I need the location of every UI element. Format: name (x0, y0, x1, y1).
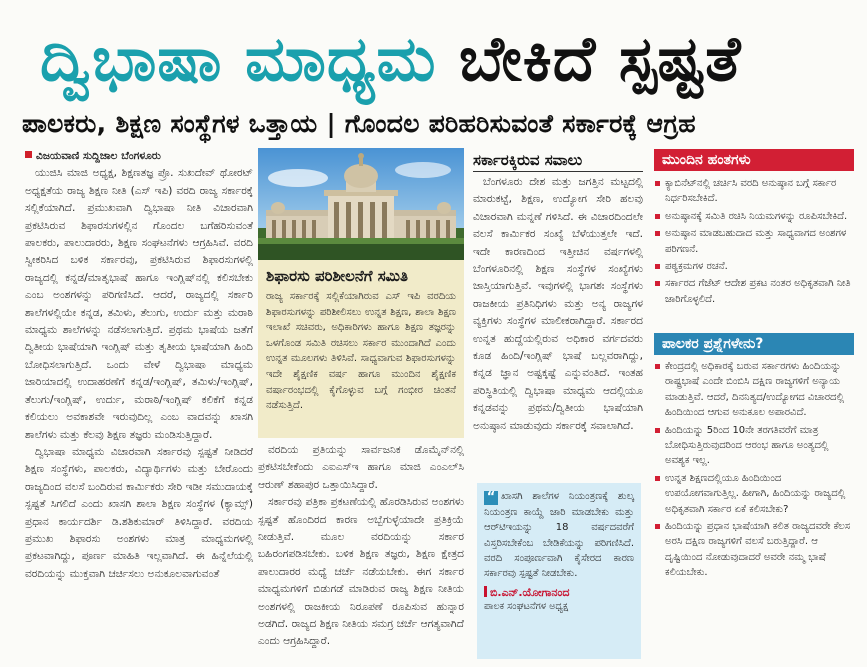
column-1 (25, 148, 253, 658)
author-bar-icon (484, 586, 487, 597)
list-item-text: ಅನುಷ್ಠಾನ ಮಾಡಬಹುದಾದ ಮತ್ತು ಸಾಧ್ಯವಾಗದ ಅಂಶಗಳ ಪರಿಗಣನೆ. (665, 228, 847, 255)
subheadline: ಪಾಲಕರು, ಶಿಕ್ಷಣ ಸಂಸ್ಥೆಗಳ ಒತ್ತಾಯ | ಗೊಂದಲ ಪರಿಹರಿಸುವಂತೆ ಸರ್ಕಾರಕ್ಕೆ ಆಗ್ರಹ (22, 109, 696, 138)
bullet-icon (655, 181, 660, 186)
byline (25, 148, 253, 165)
quote-text: ಖಾಸಗಿ ಶಾಲೆಗಳ ನಿಯಂತ್ರಣಕ್ಕೆ ಶುಲ್ಕ ನಿಯಂತ್ರಣ ಕಾಯ್ದೆ ಜಾರಿ ಮಾಡಬೇಕು ಮತ್ತು ಆರ್‌ಟಿಇಯನ್ನು 18 ವರ್ಷದವರೆಗೆ ವಿಸ್ತರಿಸಬೇಕೆಂಬ ಬೇಡಿಕೆಯನ್ನು ಪರಿಗಣಿಸಿದೆ. ವರದಿ ಸಂಪೂರ್ಣವಾಗಿ ಕೈಸೇರದ ಕಾರಣ ಸರ್ಕಾರವು ಸ್ಪಷ್ಟತೆ ನೀಡಬೇಕು. (484, 491, 634, 580)
list-item-text: ಹಿಂದಿಯನ್ನು 5ರಿಂದ 10ನೇ ತರಗತಿವರೆಗೆ ಮಾತ್ರ ಬೋಧಿಸುತ್ತಿರುವುದರಿಂದ ಆರಂಭ ಹಾಗೂ ಅಂತ್ಯದಲ್ಲಿ ಅವಶ್ಯಕ ಇಲ್ಲ. (665, 424, 829, 467)
list-item-text: ಕೇಂದ್ರದಲ್ಲಿ ಅಧಿಕಾರಕ್ಕೆ ಬರುವ ಸರ್ಕಾರಗಳು ಹಿಂದಿಯನ್ನು ರಾಷ್ಟ್ರಭಾಷೆ ಎಂದೇ ಬಿಂಬಿಸಿ ದಕ್ಷಿಣ ರಾಜ್ಯಗಳಿಗೆ ಅನ್ಯಾಯ ಮಾಡುತ್ತಿವೆ. ಆದರೆ, ದಿನನಿತ್ಯದ/ಉದ್ಯೋಗದ ವಿಚಾರದಲ್ಲಿ ಹಿಂದಿಯಿಂದ ಆಗುವ ಅನುಕೂಲ ಅಪಾರವಿದೆ. (665, 361, 845, 419)
list-item-text: ಅನುಷ್ಠಾನಕ್ಕೆ ಸಮಿತಿ ರಚಿಸಿ ನಿಯಮಗಳನ್ನು ರೂಪಿಸಬೇಕಿದೆ. (665, 210, 848, 222)
bullet-icon (655, 364, 660, 369)
next-steps-heading: ಮುಂದಿನ ಹಂತಗಳು (654, 149, 854, 171)
sarkara-challenge-title: ಸರ್ಕಾರಕ್ಕಿರುವ ಸವಾಲು (473, 150, 643, 172)
parent-questions-heading: ಪಾಲಕರ ಪ್ರಶ್ನೆಗಳೇನು? (654, 333, 854, 355)
next-steps-list (654, 176, 854, 326)
list-item (654, 209, 854, 224)
column-1-paragraph-1: ಯುಜಿಸಿ ಮಾಜಿ ಅಧ್ಯಕ್ಷ, ಶಿಕ್ಷಣತಜ್ಞ ಪ್ರೊ. ಸುಖದೇವ್ ಥೋರಟ್ ಅಧ್ಯಕ್ಷತೆಯ ರಾಜ್ಯ ಶಿಕ್ಷಣ ನೀತಿ (ಎಸ್ ಇಪಿ) ವರದಿ ರಾಜ್ಯ ಸರ್ಕಾರಕ್ಕೆ ಸಲ್ಲಿಕೆಯಾಗಿದೆ. ಪ್ರಮುಖವಾಗಿ ದ್ವಿಭಾಷಾ ನೀತಿ ವಿಚಾರವಾಗಿ ಪ್ರಕಟಿಸಿರುವ ಶಿಫಾರಸುಗಳಲ್ಲಿನ ಗೊಂದಲ ಬಗೆಹರಿಸುವಂತೆ ಪಾಲಕರು, ಪಾಲುದಾರರು, ಶಿಕ್ಷಣ ಸಂಘಟನೆಗಳು ಆಗ್ರಹಿಸಿವೆ. ವರದಿ ಸ್ವೀಕರಿಸಿದ ಬಳಿಕ ಸರ್ಕಾರವು, ಪ್ರಕಟಿಸಿರುವ ಶಿಫಾರಸುಗಳಲ್ಲಿ ರಾಜ್ಯದಲ್ಲಿ ಕನ್ನಡ/ಮಾತೃಭಾಷೆ ಹಾಗೂ ಇಂಗ್ಲಿಷ್‌ನಲ್ಲಿ ಕಲಿಸಬೇಕು ಎಂಬ ಅಂಶಗಳನ್ನು ಪರಿಗಣಿಸಿದೆ. ಆದರೆ, ರಾಜ್ಯದಲ್ಲಿ ಸರ್ಕಾರಿ ಶಾಲೆಗಳಲ್ಲಿಯೇ ಕನ್ನಡ, ತಮಿಳು, ತೆಲುಗು, ಉರ್ದು ಮತ್ತು ಮರಾಠಿ ಮಾಧ್ಯಮ ಶಾಲೆಗಳನ್ನು ನಡೆಸಲಾಗುತ್ತಿದೆ. ಪ್ರಥಮ ಭಾಷೆಯ ಜತೆಗೆ ದ್ವಿತೀಯ ಭಾಷೆಯಾಗಿ ಇಂಗ್ಲಿಷ್ ಮತ್ತು ತೃತೀಯ ಭಾಷೆಯಾಗಿ ಹಿಂದಿ ಬೋಧಿಸಲಾಗುತ್ತಿದೆ. ಒಂದು ವೇಳೆ ದ್ವಿಭಾಷಾ ಮಾಧ್ಯಮ ಜಾರಿಯಾದಲ್ಲಿ ಉದಾಹರಣೆಗೆ ಕನ್ನಡ/ಇಂಗ್ಲಿಷ್, ತಮಿಳು/ಇಂಗ್ಲಿಷ್, ತೆಲುಗು/ಇಂಗ್ಲಿಷ್, ಉರ್ದು, ಮರಾಠಿ/ಇಂಗ್ಲಿಷ್ ಕಲಿಕೆಗೆ ಕನ್ನಡ ಕಲಿಯಲು ಅವಕಾಶವೇ ಇರುವುದಿಲ್ಲ ಎಂಬ ವಾದವನ್ನು ಖಾಸಗಿ ಶಾಲೆಗಳು ಮತ್ತು ಕೆಲವು ಶಿಕ್ಷಣ ತಜ್ಞರು ಮಂಡಿಸುತ್ತಿದ್ದಾರೆ. (25, 167, 253, 441)
bullet-icon (655, 281, 660, 286)
headline (40, 20, 840, 100)
headline-blue-part: ದ್ವಿಭಾಷಾ ಮಾಧ್ಯಮ (40, 22, 437, 95)
list-item (654, 471, 854, 517)
list-item-text: ಕ್ಯಾಬಿನೆಟ್‌ನಲ್ಲಿ ಚರ್ಚಿಸಿ ವರದಿ ಅನುಷ್ಠಾನ ಬಗ್ಗೆ ಸರ್ಕಾರ ನಿರ್ಧರಿಸಬೇಕಿದೆ. (665, 178, 837, 205)
column-2-paragraph-2: ಸರ್ಕಾರವು ಪತ್ರಿಕಾ ಪ್ರಕಟಣೆಯಲ್ಲಿ ಹೊರಡಿಸಿರುವ ಅಂಶಗಳು ಸ್ಪಷ್ಟತೆ ಹೊಂದಿರದ ಕಾರಣ ಅಬ್ಬೆಗುಳ್ಳೆಯಾದೇ ಪ್ರತಿಕ್ರಿಯೆ ನೀಡುತ್ತಿವೆ. ಮೂಲ ವರದಿಯನ್ನು ಸರ್ಕಾರ ಬಹಿರಂಗಪಡಿಸಬೇಕು. ಬಳಿಕ ಶಿಕ್ಷಣ ತಜ್ಞರು, ಶಿಕ್ಷಣ ಕ್ಷೇತ್ರದ ಪಾಲುದಾರರ ಮಧ್ಯೆ ಚರ್ಚೆ ನಡೆಯಬೇಕು. ಈಗ ಸರ್ಕಾರ ಮಾಧ್ಯಮಗಳಿಗೆ ಬಿಡುಗಡೆ ಮಾಡಿರುವ ರಾಜ್ಯ ಶಿಕ್ಷಣ ನೀತಿಯ ಅಂಶಗಳಲ್ಲಿ ರಾಜಕೀಯ ನಿರೂಪಣೆ ರೂಪಿಸುವ ಹುನ್ನಾರ ಅಡಗಿದೆ. ರಾಜ್ಯದ ಶಿಕ್ಷಣ ನೀತಿಯ ಸಮಗ್ರ ಚರ್ಚೆ ಆಗತ್ಯವಾಗಿದೆ ಎಂದು ಆಗ್ರಹಿಸಿದ್ದಾರೆ. (258, 496, 464, 648)
shifarasu-box-title: ಶಿಫಾರಸು ಪರಿಶೀಲನೆಗೆ ಸಮಿತಿ (266, 267, 408, 285)
column-3 (473, 174, 643, 470)
sarkara-challenge-body: ಬೆಂಗಳೂರು ದೇಶ ಮತ್ತು ಜಗತ್ತಿನ ಮಟ್ಟದಲ್ಲಿ ಮಾರುಕಟ್ಟೆ, ಶಿಕ್ಷಣ, ಉದ್ಯೋಗ ಸೇರಿ ಹಲವು ವಿಚಾರವಾಗಿ ಮನ್ನಣೆ ಗಳಿಸಿದೆ. ಈ ವಿಚಾರದಿಂದಲೇ ವಲಸೆ ಕಾರ್ಮಿಕರ ಸಂಖ್ಯೆ ಬೆಳೆಯುತ್ತಲೇ ಇದೆ. ಇದೇ ಕಾರಣದಿಂದ ಇತ್ತೀಚಿನ ವರ್ಷಗಳಲ್ಲಿ ಬೆಂಗಳೂರಿನಲ್ಲಿ ಶಿಕ್ಷಣ ಸಂಸ್ಥೆಗಳ ಸಂಖ್ಯೆಗಳು ಜಾಸ್ತಿಯಾಗುತ್ತಿವೆ. ಇವುಗಳಲ್ಲಿ ಭಾಗಶಃ ಸಂಸ್ಥೆಗಳು ರಾಜಕೀಯ ಪ್ರತಿನಿಧಿಗಳು ಮತ್ತು ಅನ್ಯ ರಾಜ್ಯಗಳ ವ್ಯಕ್ತಿಗಳು ಸಂಸ್ಥೆಗಳ ಮಾಲೀಕರಾಗಿದ್ದಾರೆ. ಸರ್ಕಾರದ ಉನ್ನತ ಹುದ್ದೆಯಲ್ಲಿರುವ ಅಧಿಕಾರ ವರ್ಗದವರು ಕೂಡ ಹಿಂದಿ/ಇಂಗ್ಲಿಷ್ ಭಾಷೆ ಬಲ್ಲವರಾಗಿದ್ದು, ಕನ್ನಡ ಜ್ಞಾನ ಅಷ್ಟಕ್ಕಷ್ಟೆ ಎನ್ನುವಂತಿದೆ. ಇಂತಹ ಪರಿಸ್ಥಿತಿಯಲ್ಲಿ ದ್ವಿಭಾಷಾ ಮಾಧ್ಯಮ ಆದಲ್ಲಿಯೂ ಕನ್ನಡವನ್ನು ಪ್ರಥಮ/ದ್ವಿತೀಯ ಭಾಷೆಯಾಗಿ ಅನುಷ್ಠಾನ ಮಾಡುವುದು ಸರ್ಕಾರಕ್ಕೆ ಸವಾಲಾಗಿದೆ. (473, 176, 643, 432)
list-item (654, 226, 854, 257)
vidhana-soudha-photo (258, 148, 464, 260)
list-item (654, 359, 854, 421)
quote-mark-icon: “ (484, 491, 498, 505)
column-1-paragraph-2: ದ್ವಿಭಾಷಾ ಮಾಧ್ಯಮ ವಿಚಾರವಾಗಿ ಸರ್ಕಾರವು ಸ್ಪಷ್ಟತೆ ನೀಡಿದರೆ ಶಿಕ್ಷಣ ಸಂಸ್ಥೆಗಳು, ಪಾಲಕರು, ವಿದ್ಯಾರ್ಥಿಗಳು ಮತ್ತು ಬೇರೊಂದು ರಾಜ್ಯದಿಂದ ವಲಸೆ ಬಂದಿರುವ ಕಾರ್ಮಿಕರು ಸೇರಿ ಇಡೀ ಸಮುದಾಯಕ್ಕೆ ಸ್ಪಷ್ಟತೆ ಸಿಗಲಿದೆ ಎಂದು ಖಾಸಗಿ ಶಾಲಾ ಶಿಕ್ಷಣ ಸಂಸ್ಥೆಗಳ (ಕ್ಯಾಮ್ಸ್) ಪ್ರಧಾನ ಕಾರ್ಯದರ್ಶಿ ಡಿ.ಶಶಿಕುಮಾರ್ ತಿಳಿಸಿದ್ದಾರೆ. ವರದಿಯ ಪ್ರಮುಖ ಶಿಫಾರಸು ಅಂಶಗಳು ಮಾತ್ರ ಮಾಧ್ಯಮಗಳಲ್ಲಿ ಪ್ರಕಟವಾಗಿದ್ದು, ಪೂರ್ಣ ಮಾಹಿತಿ ಇಲ್ಲವಾಗಿದೆ. ಈ ಹಿನ್ನೆಲೆಯಲ್ಲಿ ವರದಿಯನ್ನು ಮುಕ್ತವಾಗಿ ಚರ್ಚಿಸಲು ಅನುಕೂಲವಾಗುವಂತೆ (25, 445, 253, 580)
quote-box (477, 483, 641, 659)
byline-square-icon (25, 151, 32, 158)
quote-author-role: ಪಾಲಕ ಸಂಘಟನೆಗಳ ಅಧ್ಯಕ್ಷ (484, 601, 569, 613)
headline-black-part: ಬೇಕಿದೆ ಸ್ಪಷ್ಟತೆ (459, 22, 742, 95)
column-2-paragraph-1: ವರದಿಯ ಪ್ರತಿಯನ್ನು ಸಾರ್ವಜನಿಕ ಡೊಮೈನ್‌ನಲ್ಲಿ ಪ್ರಕಟಿಸಬೇಕೆಂದು ಎಐಎಸ್‌ಇ ಹಾಗೂ ಮಾಜಿ ಎಂಎಲ್‌ಸಿ ಆರುಣ್ ಶಹಾಪುರ ಒತ್ತಾಯಿಸಿದ್ದಾರೆ. (258, 444, 464, 491)
quote-author-name: ಬಿ.ಎನ್.ಯೋಗಾನಂದ (490, 586, 570, 600)
list-item-text: ಉನ್ನತ ಶಿಕ್ಷಣದಲ್ಲಿಯೂ ಹಿಂದಿಯಿಂದ ಉಪಯೋಗವಾಗುತ್ತಿಲ್ಲ. ಹೀಗಾಗಿ, ಹಿಂದಿಯನ್ನು ರಾಜ್ಯದಲ್ಲಿ ಅಧಿಕೃತವಾಗಿ ಸರ್ಕಾರ ಏಕೆ ಕಲಿಸಬೇಕು? (665, 472, 846, 515)
parent-questions-list (654, 359, 854, 659)
bullet-icon (655, 264, 660, 269)
quote-text-wrapper (484, 489, 634, 581)
list-item-text: ಹಿಂದಿಯನ್ನು ಪ್ರಧಾನ ಭಾಷೆಯಾಗಿ ಕಲಿತ ರಾಜ್ಯದವರೇ ಕೆಲಸ ಅರಸಿ ದಕ್ಷಿಣ ರಾಜ್ಯಗಳಿಗೆ ವಲಸೆ ಬರುತ್ತಿದ್ದಾರೆ. ಆ ದೃಷ್ಟಿಯಿಂದ ನೋಡುವುದಾದರೆ ಅವರೇ ನಮ್ಮ ಭಾಷೆ ಕಲಿಯಬೇಕು. (665, 521, 851, 579)
list-item (654, 519, 854, 581)
byline-text: ವಿಜಯವಾಣಿ ಸುದ್ದಿಜಾಲ ಬೆಂಗಳೂರು (36, 150, 161, 162)
building-illustration (258, 148, 464, 260)
bullet-icon (655, 476, 660, 481)
column-2-lower (258, 442, 464, 660)
list-item (654, 176, 854, 207)
list-item (654, 423, 854, 469)
list-item-text: ಪಠ್ಯಕ್ರಮಗಳ ರಚನೆ. (665, 261, 728, 273)
bullet-icon (655, 214, 660, 219)
list-item-text: ಸರ್ಕಾರದ ಗೆಜೆಟ್ ಆದೇಶ ಪ್ರಕಟ ನಂತರ ಅಧಿಕೃತವಾಗಿ ನೀತಿ ಜಾರಿಗೊಳ್ಳಲಿದೆ. (665, 278, 851, 305)
quote-author (484, 585, 634, 600)
shifarasu-box-body: ರಾಜ್ಯ ಸರ್ಕಾರಕ್ಕೆ ಸಲ್ಲಿಕೆಯಾಗಿರುವ ಎಸ್ ಇಪಿ ವರದಿಯ ಶಿಫಾರಸುಗಳನ್ನು ಪರಿಶೀಲಿಸಲು ಉನ್ನತ ಶಿಕ್ಷಣ, ಶಾಲಾ ಶಿಕ್ಷಣ ಇಲಾಖೆ ಸಚಿವರು, ಅಧಿಕಾರಿಗಳು ಹಾಗೂ ಶಿಕ್ಷಣ ತಜ್ಞರನ್ನು ಒಳಗೊಂಡ ಸಮಿತಿ ರಚಿಸಲು ಸರ್ಕಾರ ಮುಂದಾಗಿದೆ ಎಂದು ಉನ್ನತ ಮೂಲಗಳು ತಿಳಿಸಿವೆ. ಸಾಧ್ಯವಾಗುವ ಶಿಫಾರಸುಗಳನ್ನು ಇದೇ ಶೈಕ್ಷಣಿಕ ವರ್ಷ ಹಾಗೂ ಮುಂದಿನ ಶೈಕ್ಷಣಿಕ ವರ್ಷಾರಂಭದಲ್ಲಿ ಕೈಗೊಳ್ಳುವ ಬಗ್ಗೆ ಗಂಭೀರ ಚಿಂತನೆ ನಡೆಸುತ್ತಿದೆ. (266, 291, 456, 412)
list-item (654, 276, 854, 307)
bullet-icon (655, 231, 660, 236)
bullet-icon (655, 524, 660, 529)
bullet-icon (655, 428, 660, 433)
list-item (654, 259, 854, 274)
shifarasu-committee-box (258, 260, 464, 438)
